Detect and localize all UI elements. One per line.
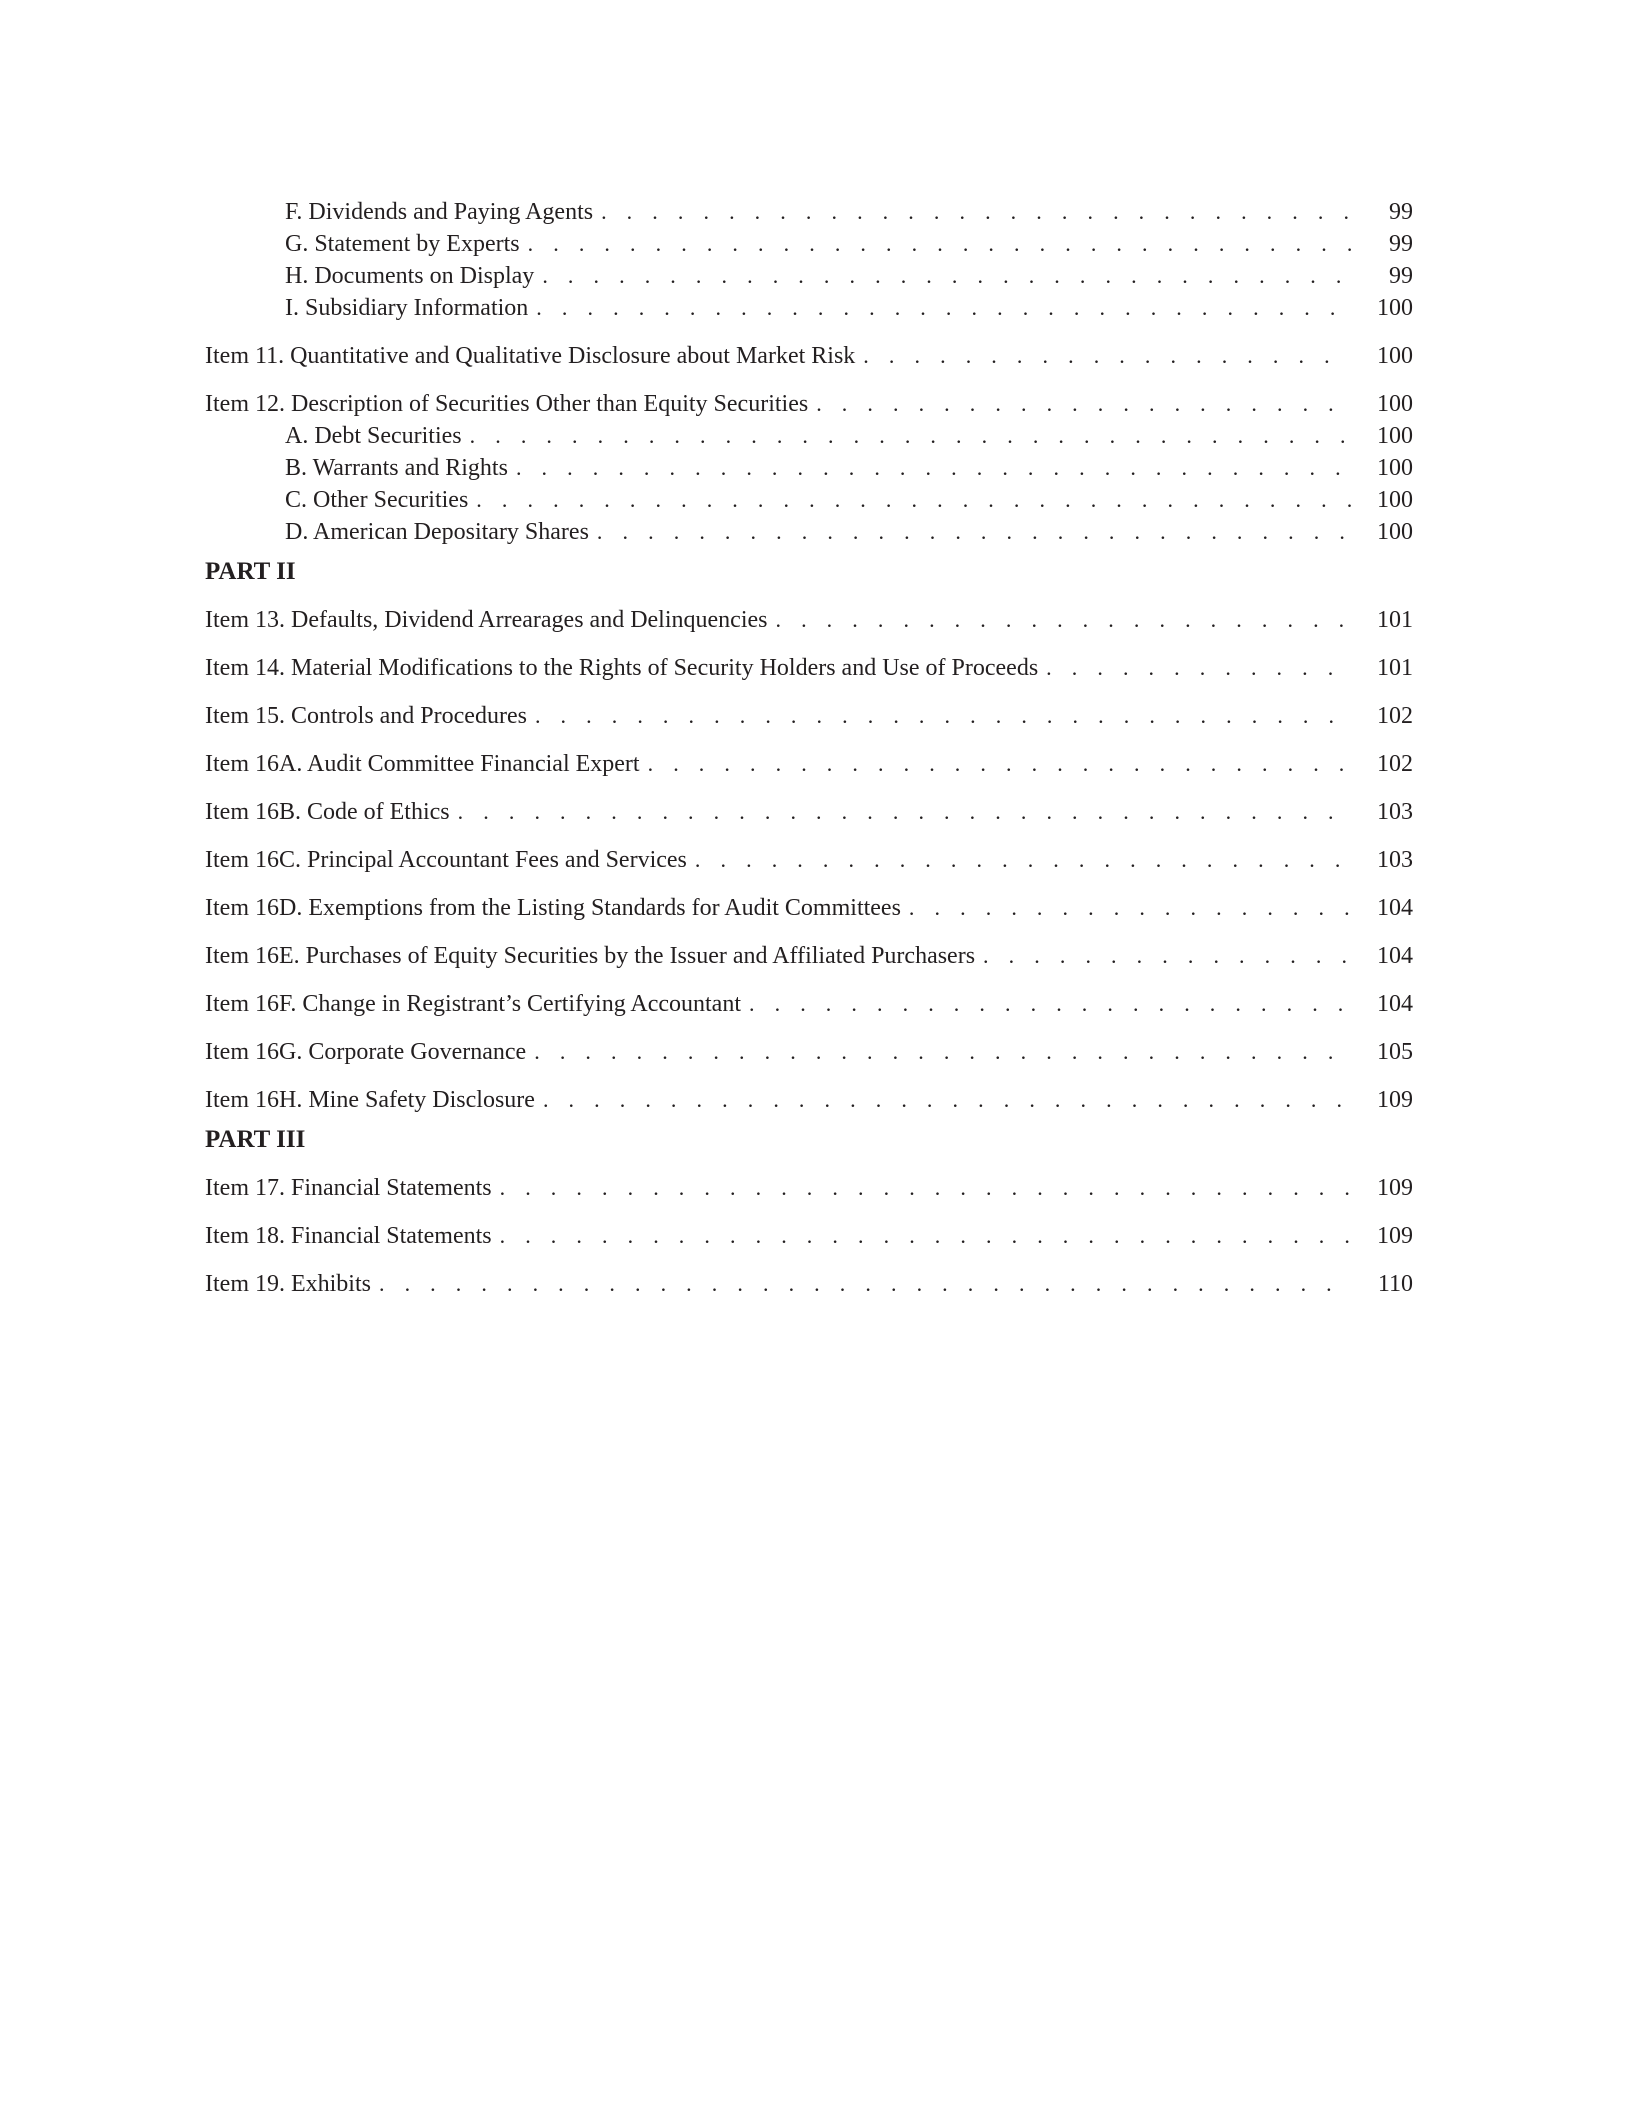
- toc-entry-item-16b[interactable]: [205, 796, 1413, 828]
- dot-leader: [500, 1220, 1351, 1252]
- toc-entry-page: 109: [1377, 1175, 1413, 1201]
- toc-entry-item-16f[interactable]: [205, 988, 1413, 1020]
- toc-entry-item-16h[interactable]: [205, 1084, 1413, 1116]
- toc-entry-item-16g[interactable]: [205, 1036, 1413, 1068]
- toc-entry-page: 101: [1377, 655, 1413, 681]
- toc-entry-label: Item 16F. Change in Registrant’s Certifying Accountant: [205, 991, 741, 1017]
- toc-entry-label: Item 16B. Code of Ethics: [205, 799, 450, 825]
- toc-entry-label: Item 16D. Exemptions from the Listing Standards for Audit Committees: [205, 895, 901, 921]
- part-heading: PART II: [205, 558, 296, 585]
- toc-entry-item-12[interactable]: [205, 388, 1413, 420]
- toc-entry[interactable]: [205, 292, 1413, 324]
- dot-leader: [863, 340, 1351, 372]
- toc-entry-page: 99: [1389, 231, 1413, 257]
- toc-entry-label: G. Statement by Experts: [285, 231, 520, 257]
- part-heading: PART III: [205, 1126, 306, 1153]
- dot-leader: [500, 1172, 1351, 1204]
- toc-entry-item-16a[interactable]: [205, 748, 1413, 780]
- toc-entry-item-13[interactable]: [205, 604, 1413, 636]
- toc-entry-page: 100: [1377, 343, 1413, 369]
- dot-leader: [535, 700, 1351, 732]
- spacer: [205, 1252, 1413, 1268]
- toc-entry-label: C. Other Securities: [285, 487, 469, 513]
- toc-entry-label: D. American Depositary Shares: [285, 519, 589, 545]
- dot-leader: [458, 796, 1351, 828]
- spacer: [205, 1020, 1413, 1036]
- toc-entry-label: B. Warrants and Rights: [285, 455, 508, 481]
- toc-entry-item-16d[interactable]: [205, 892, 1413, 924]
- dot-leader: [749, 988, 1351, 1020]
- dot-leader: [775, 604, 1351, 636]
- dot-leader: [816, 388, 1351, 420]
- toc-entry-page: 99: [1389, 199, 1413, 225]
- dot-leader: [601, 196, 1351, 228]
- spacer: [205, 972, 1413, 988]
- spacer: [205, 876, 1413, 892]
- spacer: [205, 924, 1413, 940]
- toc-entry-label: Item 12. Description of Securities Other than Equity Securities: [205, 391, 809, 417]
- toc-entry-page: 100: [1377, 455, 1413, 481]
- toc-entry-label: Item 18. Financial Statements: [205, 1223, 492, 1249]
- spacer: [205, 636, 1413, 652]
- toc-entry-page: 102: [1377, 751, 1413, 777]
- toc-entry-item-18[interactable]: [205, 1220, 1413, 1252]
- toc-entry[interactable]: [205, 420, 1413, 452]
- toc-entry-label: Item 16A. Audit Committee Financial Expert: [205, 751, 640, 777]
- dot-leader: [379, 1268, 1351, 1300]
- toc-entry-label: H. Documents on Display: [285, 263, 535, 289]
- spacer: [205, 1068, 1413, 1084]
- spacer: [205, 372, 1413, 388]
- toc-entry-label: Item 15. Controls and Procedures: [205, 703, 527, 729]
- spacer: [205, 1204, 1413, 1220]
- toc-entry-page: 105: [1377, 1039, 1413, 1065]
- spacer: [205, 324, 1413, 340]
- toc-entry-label: I. Subsidiary Information: [285, 295, 529, 321]
- toc-entry-page: 100: [1377, 423, 1413, 449]
- toc-entry-label: Item 11. Quantitative and Qualitative Disclosure about Market Risk: [205, 343, 856, 369]
- toc-entry-page: 100: [1377, 295, 1413, 321]
- toc-entry[interactable]: [205, 196, 1413, 228]
- toc-entry-item-19[interactable]: [205, 1268, 1413, 1300]
- toc-entry[interactable]: [205, 452, 1413, 484]
- toc-entry-page: 110: [1377, 1271, 1413, 1297]
- toc-entry-page: 100: [1377, 519, 1413, 545]
- toc-entry-label: Item 17. Financial Statements: [205, 1175, 492, 1201]
- dot-leader: [909, 892, 1351, 924]
- toc-entry-page: 102: [1377, 703, 1413, 729]
- dot-leader: [476, 484, 1351, 516]
- dot-leader: [470, 420, 1351, 452]
- toc-entry-label: Item 16G. Corporate Governance: [205, 1039, 527, 1065]
- toc-entry-label: Item 16H. Mine Safety Disclosure: [205, 1087, 535, 1113]
- dot-leader: [983, 940, 1351, 972]
- toc-entry-page: 109: [1377, 1087, 1413, 1113]
- spacer: [205, 732, 1413, 748]
- dot-leader: [695, 844, 1351, 876]
- toc-entry-page: 103: [1377, 799, 1413, 825]
- dot-leader: [1046, 652, 1351, 684]
- toc-entry-label: Item 16E. Purchases of Equity Securities by the Issuer and Affiliated Purchasers: [205, 943, 976, 969]
- dot-leader: [542, 260, 1351, 292]
- toc-entry-label: A. Debt Securities: [285, 423, 462, 449]
- toc-entry-item-15[interactable]: [205, 700, 1413, 732]
- dot-leader: [597, 516, 1351, 548]
- toc-entry-page: 104: [1377, 895, 1413, 921]
- table-of-contents: [205, 196, 1413, 1300]
- toc-entry[interactable]: [205, 260, 1413, 292]
- dot-leader: [516, 452, 1351, 484]
- toc-entry-page: 100: [1377, 391, 1413, 417]
- dot-leader: [648, 748, 1351, 780]
- dot-leader: [536, 292, 1351, 324]
- toc-entry-item-14[interactable]: [205, 652, 1413, 684]
- dot-leader: [543, 1084, 1351, 1116]
- dot-leader: [528, 228, 1351, 260]
- toc-entry[interactable]: [205, 228, 1413, 260]
- toc-entry-item-17[interactable]: [205, 1172, 1413, 1204]
- toc-entry-page: 109: [1377, 1223, 1413, 1249]
- toc-entry-label: Item 19. Exhibits: [205, 1271, 371, 1297]
- dot-leader: [534, 1036, 1351, 1068]
- toc-entry-item-16e[interactable]: [205, 940, 1413, 972]
- toc-entry-label: Item 13. Defaults, Dividend Arrearages and Delinquencies: [205, 607, 768, 633]
- toc-entry-page: 100: [1377, 487, 1413, 513]
- toc-entry-item-11[interactable]: [205, 340, 1413, 372]
- toc-entry-label: F. Dividends and Paying Agents: [285, 199, 594, 225]
- toc-entry[interactable]: [205, 516, 1413, 548]
- toc-entry-item-16c[interactable]: [205, 844, 1413, 876]
- toc-entry-page: 104: [1377, 991, 1413, 1017]
- spacer: [205, 780, 1413, 796]
- toc-entry-page: 104: [1377, 943, 1413, 969]
- toc-entry[interactable]: [205, 484, 1413, 516]
- toc-entry-label: Item 16C. Principal Accountant Fees and Services: [205, 847, 687, 873]
- toc-entry-page: 99: [1389, 263, 1413, 289]
- toc-entry-page: 103: [1377, 847, 1413, 873]
- spacer: [205, 828, 1413, 844]
- toc-entry-label: Item 14. Material Modifications to the Rights of Security Holders and Use of Proceeds: [205, 655, 1039, 681]
- spacer: [205, 684, 1413, 700]
- toc-entry-page: 101: [1377, 607, 1413, 633]
